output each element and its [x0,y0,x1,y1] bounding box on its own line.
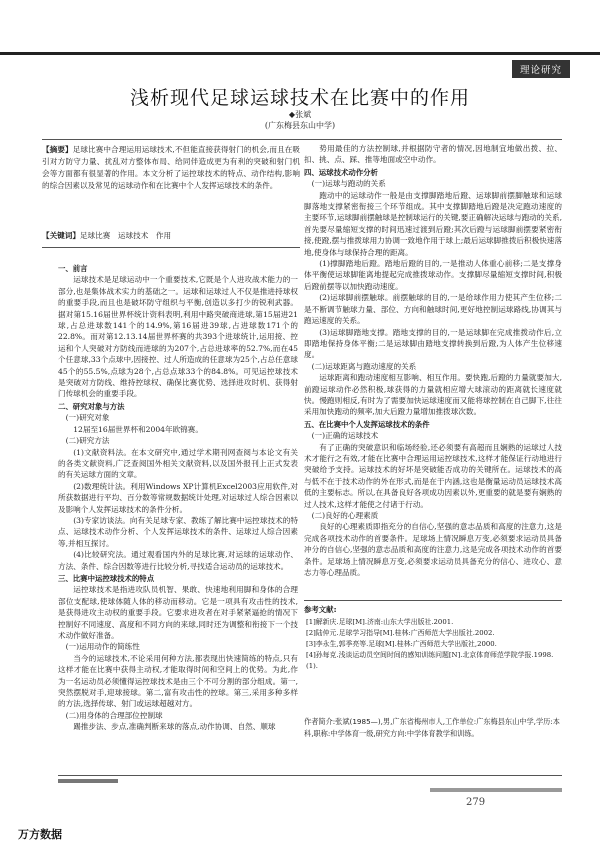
left-column [58,262,298,772]
references [304,604,562,672]
refs-rule [304,600,562,601]
section-heading: 五、在比赛中个人发挥运球技术的条件 [304,419,430,429]
section-tag: 理论研究 [512,60,570,78]
paragraph: (4)比较研究法。通过观看国内外的足球比赛,对运球的运球动作、方法、条件、综合因数等进行比较分析,寻找适合运动员的运球技术。 [58,550,298,571]
subsection-heading: (二)研究方法 [65,436,110,446]
reference-item: [2]陆仲元.足球学习指导[M].桂林:广西师范大学出版社.2002. [306,629,495,637]
article-author: ◆张斌 [288,110,312,119]
paragraph: 良好的心理素质即指充分的自信心,坚强的意志品质和高度的注意力,这是完成各项技术动作的首要条件。足球场上情况瞬息万变,必须要求运动员具备冲分的自信心,坚强的意志品质和高度的注意力,这是完成各项技术动作的首要条件。足球场上情况瞬息万变,必须要求运动员具备充分的信心、进攻心、意志力等心理品质。 [304,522,562,578]
subsection-heading: (二)用身体的合理部位控制球 [65,710,163,720]
reference-item: [4]孙每克.浅谈运动员空间时间的感知训练问题[N].北京体育师范学院学报.1998.(1). [306,651,554,670]
references-heading: 参考文献: [304,605,337,614]
article-title: 浅析现代足球运球技术在比赛中的作用 [129,87,470,109]
paragraph: 势用最佳的方法控制球,并根据防守者的情况,因地制宜地做出拨、拉、扣、挑、点、踩、推等地面或空中动作。 [304,144,562,165]
publisher-watermark: 万方数据 [18,828,62,841]
abstract [42,144,300,226]
paragraph: 运控球技术是指进攻队员机智、果敢、快速地利用脚和身体的合理部位支配球,使球体随人体的移动而移动。它是一项具有攻击性的技术,是获得进攻主动权的重要手段。它要求进攻者在对手紧紧逼抢的情况下控制好不同速度、高度和不同方向的来球,同时还为调整和衔接下一个技术动作做好准备。 [58,585,298,640]
paragraph: (1)文献资料法。在本文研究中,通过学术期刊网查阅与本论文有关的各类文献资料,广泛查阅国外相关文献资料,以及国外报刊上正式发表的有关运球方面的文章。 [58,447,298,480]
paragraph: 当今的运球技术,不论采用何种方法,都表现出快速简练的特点,只有这样才能在比赛中获得主动权,才能取得时间和空间上的优势。为此,作为一名运动员必须懂得运控球技术是由三个不可分割的部分组成。第一,突然摆脱对手,迎球接球。第二,富有攻击性的控球。第三,采用多种多样的方法,选择传球、射门或运球超越对方。 [58,653,298,709]
subsection-heading: (二)运球距离与跑动速度的关系 [311,361,417,371]
right-column [304,143,562,595]
footer-decoration [58,779,118,783]
subsection-heading: (一)运球与跑动的关系 [311,179,386,189]
page-number: 279 [466,797,486,808]
paragraph: 有了正确的突破意识和临场经验,还必须要有高超而且娴熟的运球过人技术才能行之有效,才能在比赛中合理运用运控球技术,这样才能保证行动地进行突破给予支持。运球技术的好坏是突破能否成功的关键所在。运球技术的高与低不在于技术动作的外在形式,而是在于内涵,这也是衡量运动员运球技术高低的主要标志。所以,在具备良好各项成功因素以外,更重要的就是要有娴熟的过人技术,这样才能使之付诸于行动。 [304,442,562,509]
section-heading: 三、比赛中运控球技术的特点 [58,573,155,583]
subsection-heading: (一)研究对象 [65,413,110,423]
bottom-rule [58,775,562,776]
title-rule [42,139,562,140]
keywords [42,230,300,242]
paragraph: (2)运球脚前摆触球。前摆触球的目的,一是给球作用力使其产生位移;二是不断调节触球力量、部位、方向和触球时间,更好地控制运球路线,协调其与跑运速度的关系。 [304,293,562,326]
paragraph: 运球距离和跑动速度相互影响、相互作用。要快跑,后蹬的力量就要加大,前蹬运球动作必然积极,球获得的力量就相应增大球滚动的距离就长速度就快。慢跑则相反,有时为了需要加快运球速度而又能将球控制在自己脚下,往往采用加快跑动的频率,加大后蹬力量增加推拨球次数。 [304,373,562,417]
reference-item: [3]李永生,郭季亮等.足球[M].桂林:广西师范大学出版社,2000. [306,640,497,648]
subsection-heading: (一)运用动作的简练性 [65,642,140,652]
reference-item: [1]解新庆.足球[M].济南:山东大学出版社.2001. [306,618,454,626]
header-rule [0,52,600,55]
paragraph: (3)运球脚踏地支撑。踏地支撑的目的,一是运球脚在完成推拨动作后,立即踏地保持身体平衡;二是运球脚由踏地支撑转换到后蹬,为人体产生位移速度。 [304,327,562,360]
paragraph: 跑动中的运球动作一般是由支撑脚踏地后蹬、运球脚前摆脚触球和运球脚落地支撑紧密衔接三个环节组成。其中支撑脚踏地后蹬是决定跑动速度的主要环节,运球脚前摆触球是控制球运行的关键,要正确解决运球与跑动的关系,首先要尽量缩短支撑的时间迅速过渡到后蹬;其次后蹬与运球脚前摆要紧密衔接,使蹬,摆与推拨球用力协调一致地作用于球上;最后运球脚推拨后积极快速落地,使身体与球保持合理的距离。 [304,190,562,257]
footer-decoration [430,788,562,792]
author-info: 作者简介:张斌(1985—),男,广东省梅州市人,工作单位:广东梅县东山中学,学历:本科,职称:中学体育一级,研究方向:中学体育教学和训练。 [304,717,560,738]
paragraph: 踢推步法、步点,准确判断来球的落点,动作协调、自然、顺球 [73,722,276,732]
paragraph: (1)撑脚踏地后蹬。踏地后蹬的目的,一是推动人体重心前移;二是支撑身体平衡使运球脚能离地提起完成推拨球动作。支撑脚尽量缩短支撑时间,积极后蹬前摆等以加快跑动速度。 [304,259,562,291]
section-heading: 二、研究对象与方法 [58,401,125,411]
abstract-label: 【摘要】 [42,145,73,154]
paragraph: (3)专家访谈法。向有关足球专家、教练了解比赛中运控球技术的特点、运球技术动作分析、个人发挥运球技术的条件、运球过人综合因素等,并相互探讨。 [58,515,298,548]
article-affiliation: (广东梅县东山中学) [264,121,336,130]
subsection-heading: (一)正确的运球技术 [311,431,379,441]
paragraph: (2)数理统计法。利用Windows XP计算机Excel2003应用软件,对所获数据进行平均、百分数等常规数据统计处理,对运球过人综合因素以及影响个人发挥运球技术的条件分析。 [58,481,298,514]
section-heading: 一、前言 [58,264,88,273]
subsection-heading: (二)良好的心理素质 [311,511,379,520]
keywords-text: 足球比赛 运球技术 作用 [79,231,172,240]
paragraph: 12届至16届世界杯和2004年欧锦赛。 [73,424,203,434]
abstract-rule [42,247,300,248]
paragraph: 运球技术是足球运动中一个重要技术,它既是个人进攻战术能力的一部分,也是集体战术实力的基础之一。运球和运球过人不仅是推进持球权的重要手段,而且也是破坏防守组织与平衡,创造以多打少的锐利武器。据对第15.16届世界杯统计资料表明,利用中路突破商进球,第15届进21球,占总进球数141个的14.9%,第16届进39球,占进球数171个的22.8%。而对第12.13.14届世界杯赛的共393个进球统计,运用接、控运和个人突破对方防线而进球的为207个,占总进球率的52.7%,而在45个任意球,33个点球中,因接控、过人所造成的任意球为25个,占总任意球45个的55.5%,点球为28个,占总点球33个的84.8%。可见运控球技术是突破对方防线、维持控球权、确保比赛优势、选择进攻时机、获得射门传球机会的重要手段。 [58,275,298,399]
keywords-label: 【关键词】 [42,231,80,240]
section-heading: 四、运球技术动作分析 [304,167,378,177]
abstract-text: 足球比赛中合理运用运球技术,不但能直接获得射门的机会,而且在吸引对方防守力量、扰乱对方整体布局、给同伴造成更为有利的突破和射门机会等方面都有很显著的作用。本文分析了运控球技术的特点、动作结构,影响的综合因素以及常见的运球动作和在比赛中个人发挥运球技术的条件。 [42,145,300,190]
